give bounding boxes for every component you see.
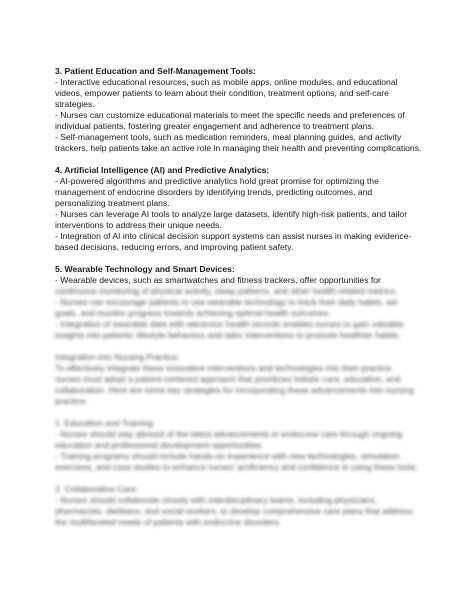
blurred-text-line: - Nurses can encourage patients to use wearable technology to track their daily habits, set <box>55 297 398 307</box>
section-patient-education <box>55 66 425 154</box>
blurred-text-line: Integration into Nursing Practice: <box>55 352 180 362</box>
blurred-text-line: nurses must adopt a patient-centered approach that prioritizes holistic care, education, and <box>55 374 401 384</box>
section-heading: 4. Artificial Intelligence (AI) and Predictive Analytics: <box>55 165 270 175</box>
section-wearable-technology <box>55 264 425 286</box>
blurred-text-line: education and professional development opportunities. <box>55 440 264 450</box>
blurred-text-line: To effectively integrate these innovative interventions and technologies into their practice, <box>55 363 394 373</box>
blurred-text-line: pharmacists, dietitians, and social workers, to develop comprehensive care plans that address <box>55 506 413 516</box>
blurred-text-line: - Training programs should include hands-on experience with new technologies, simulation <box>55 451 400 461</box>
blurred-text-line: insights into patients' lifestyle behaviors and tailor interventions to promote healthier habits. <box>55 330 401 340</box>
bullet-item: - Nurses can leverage AI tools to analyze large datasets, identify high-risk patients, and tailor interventions to address their unique needs. <box>55 209 408 230</box>
bullet-item: - Interactive educational resources, such as mobile apps, online modules, and educational videos, empower patients to learn about their condition, treatment options, and self-care strategies. <box>55 77 398 109</box>
blurred-text-line: practice: <box>55 396 88 406</box>
blurred-text-line: - Integration of wearable data with electronic health records enables nurses to gain valuable <box>55 319 404 329</box>
blurred-text-line: collaboration. Here are some key strategies for incorporating these advancements into nursing <box>55 385 414 395</box>
blurred-text-line <box>55 407 425 418</box>
bullet-item: - Self-management tools, such as medication reminders, meal planning guides, and activity trackers, help patients take an active role in managing their health and preventing complications. <box>55 132 422 153</box>
blurred-text-line: continuous monitoring of physical activity, sleep patterns, and other health-related metrics. <box>55 286 398 296</box>
blurred-preview-region <box>55 286 425 528</box>
blurred-text-line <box>55 473 425 484</box>
blurred-text-line: the multifaceted needs of patients with endocrine disorders. <box>55 517 282 527</box>
bullet-item: - Nurses can customize educational materials to meet the specific needs and preferences of individual patients, fostering greater engagement and adherence to treatment plans. <box>55 110 405 131</box>
document-content <box>55 66 425 528</box>
bullet-item: - Wearable devices, such as smartwatches and fitness trackers, offer opportunities for <box>55 275 381 285</box>
bullet-item: - Integration of AI into clinical decision support systems can assist nurses in making evidence-based decisions, reducing errors, and improving patient safety. <box>55 231 412 252</box>
blurred-text-line: goals, and monitor progress towards achieving optimal health outcomes. <box>55 308 331 318</box>
blurred-text-line <box>55 341 425 352</box>
section-heading: 3. Patient Education and Self-Management Tools: <box>55 66 256 76</box>
blurred-text-line: - Nurses should stay abreast of the latest advancements in endocrine care through ongoing <box>55 429 403 439</box>
blurred-text-line: exercises, and case studies to enhance nurses' proficiency and confidence in using these tools. <box>55 462 418 472</box>
section-heading: 5. Wearable Technology and Smart Devices: <box>55 264 235 274</box>
bullet-item: - AI-powered algorithms and predictive analytics hold great promise for optimizing the management of endocrine disorders by identifying trends, predicting outcomes, and personalizing treatment plans. <box>55 176 379 208</box>
blurred-text-line: 2. Collaborative Care: <box>55 484 139 494</box>
section-ai-analytics <box>55 165 425 253</box>
blurred-text-line: 1. Education and Training: <box>55 418 155 428</box>
blurred-text-line: - Nurses should collaborate closely with interdisciplinary teams, including physicians, <box>55 495 377 505</box>
